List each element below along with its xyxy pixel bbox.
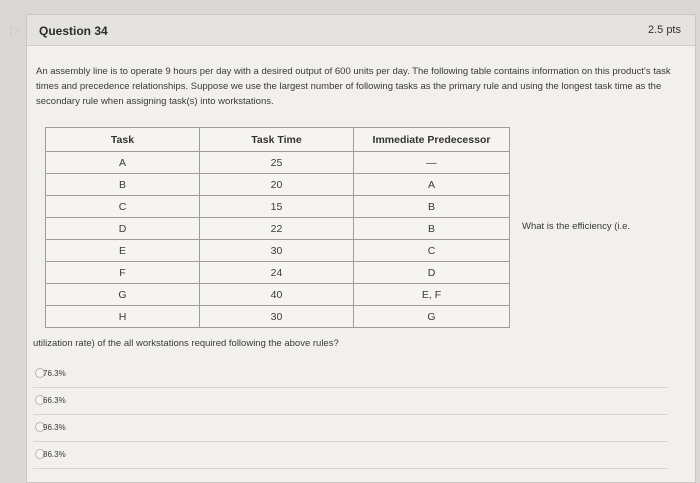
header-task: Task xyxy=(46,128,200,152)
question-continuation-text: utilization rate) of the all workstations required following the above rules? xyxy=(33,338,339,349)
task-cell: A xyxy=(46,152,200,174)
pred-cell: — xyxy=(354,152,510,174)
time-cell: 30 xyxy=(200,306,354,328)
time-cell: 15 xyxy=(200,196,354,218)
table-row xyxy=(46,262,510,284)
time-cell: 40 xyxy=(200,284,354,306)
task-cell: E xyxy=(46,240,200,262)
time-cell: 25 xyxy=(200,152,354,174)
task-cell: B xyxy=(46,174,200,196)
table-row xyxy=(46,240,510,262)
table-row xyxy=(46,152,510,174)
pred-cell: A xyxy=(354,174,510,196)
pred-cell: B xyxy=(354,196,510,218)
question-card xyxy=(26,14,696,483)
question-title: Question 34 xyxy=(39,24,108,38)
answer-option[interactable] xyxy=(33,415,667,442)
pred-cell: E, F xyxy=(354,284,510,306)
task-cell: D xyxy=(46,218,200,240)
answer-option[interactable] xyxy=(33,361,667,388)
answer-option-label: 76.3% xyxy=(43,369,66,378)
table-row xyxy=(46,306,510,328)
task-cell: C xyxy=(46,196,200,218)
pred-cell: G xyxy=(354,306,510,328)
answer-option-label: 96.3% xyxy=(43,423,66,432)
table-row xyxy=(46,196,510,218)
pred-cell: B xyxy=(354,218,510,240)
table-row xyxy=(46,284,510,306)
answer-option-label: 66.3% xyxy=(43,396,66,405)
question-side-text: What is the efficiency (i.e. xyxy=(522,221,631,232)
table-row xyxy=(46,218,510,240)
table-header-row xyxy=(46,128,510,152)
question-header xyxy=(27,15,695,46)
answer-option[interactable] xyxy=(33,388,667,415)
answer-options xyxy=(33,361,667,469)
flag-question-icon[interactable]: ▷ xyxy=(10,22,20,37)
header-predecessor: Immediate Predecessor xyxy=(354,128,510,152)
time-cell: 24 xyxy=(200,262,354,284)
task-cell: G xyxy=(46,284,200,306)
time-cell: 20 xyxy=(200,174,354,196)
pred-cell: D xyxy=(354,262,510,284)
question-points: 2.5 pts xyxy=(647,24,681,36)
task-cell: H xyxy=(46,306,200,328)
header-task-time: Task Time xyxy=(200,128,354,152)
answer-option[interactable] xyxy=(33,442,667,469)
time-cell: 30 xyxy=(200,240,354,262)
task-table xyxy=(45,127,510,328)
question-text: An assembly line is to operate 9 hours per day with a desired output of 600 units per day. The following table contains information on this product's task times and precedence relationships. Suppose we use the largest number of following tasks as the primary rule and using the longest task time as the secondary rule when assigning task(s) into workstations. xyxy=(36,66,671,107)
answer-option-label: 86.3% xyxy=(43,450,66,459)
time-cell: 22 xyxy=(200,218,354,240)
pred-cell: C xyxy=(354,240,510,262)
table-row xyxy=(46,174,510,196)
task-cell: F xyxy=(46,262,200,284)
